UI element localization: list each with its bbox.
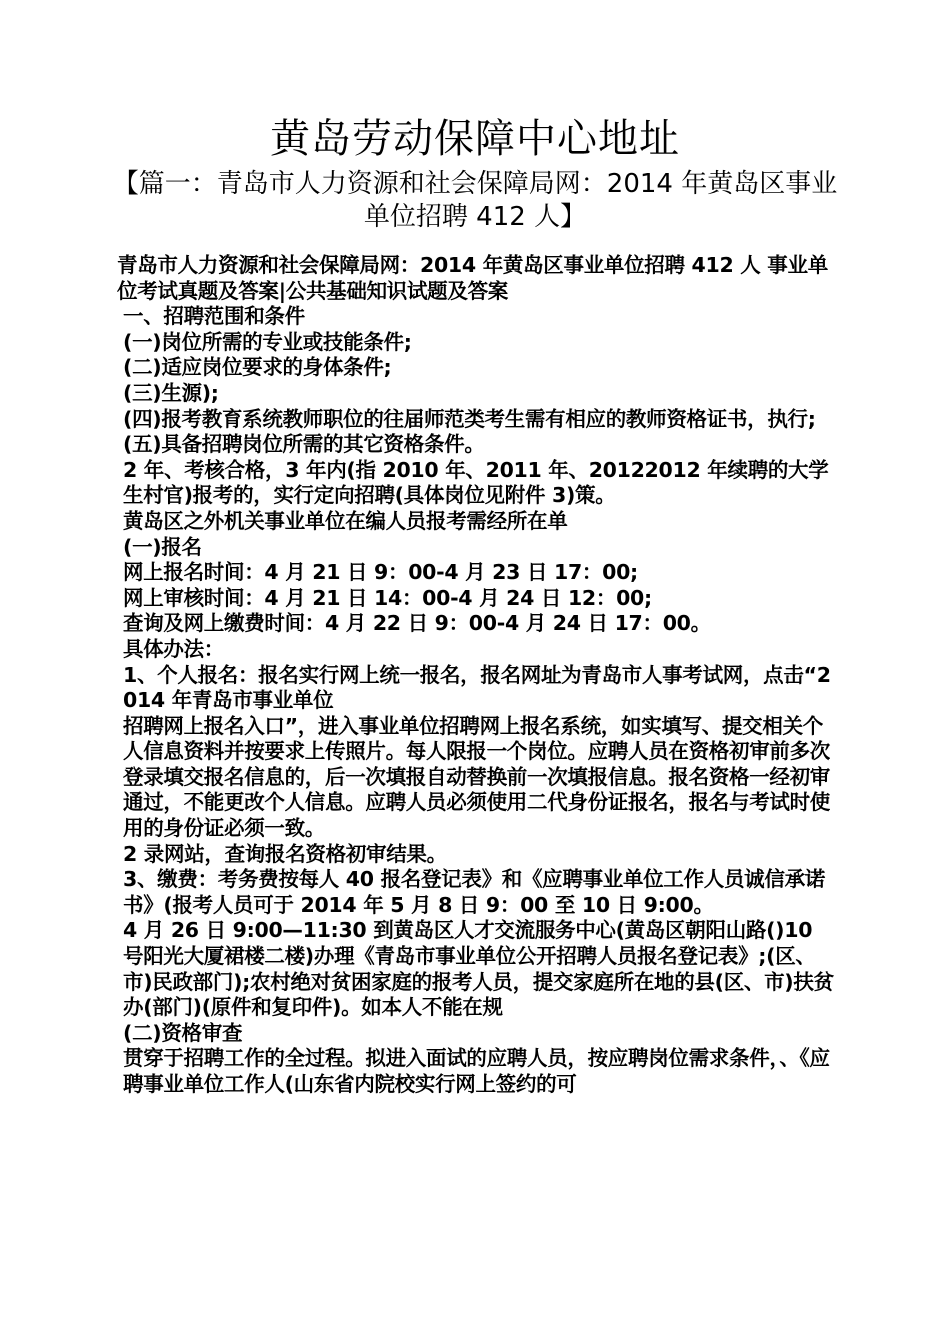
document-subtitle: 【篇一：青岛市人力资源和社会保障局网：2014 年黄岛区事业单位招聘 412 人】 [112,169,838,232]
paragraph: (三)生源); [123,380,219,405]
paragraph: (四)报考教育系统教师职位的往届师范类考生需有相应的教师资格证书，执行; [123,406,816,431]
section-heading: (二)资格审查 [123,1020,243,1045]
paragraph: 贯穿于招聘工作的全过程。拟进入面试的应聘人员，按应聘岗位需求条件，、《应聘事业单位工作人(山东省内院校实行网上签约的可 [123,1046,830,1096]
paragraph: 网上审核时间：4 月 21 日 14：00-4 月 24 日 12：00; [123,585,652,610]
section-heading: 一、招聘范围和条件 [123,304,305,329]
paragraph: 招聘网上报名入口”，进入事业单位招聘网上报名系统，如实填写、提交相关个人信息资料并按要求上传照片。每人限报一个岗位。应聘人员在资格初审前多次登录填交报名信息的，后一次填报自动替换前一次填报信息。报名资格一经初审通过，不能更改个人信息。应聘人员必须使用二代身份证报名，报名与考试时使用的身份证必须一致。 [123,713,830,841]
paragraph: 网上报名时间：4 月 21 日 9：00-4 月 23 日 17：00; [123,560,638,585]
document-body [117,253,837,1098]
paragraph: (一)岗位所需的专业或技能条件; [123,329,412,354]
paragraph: 青岛市人力资源和社会保障局网：2014 年黄岛区事业单位招聘 412 人 事业单位考试真题及答案|公共基础知识试题及答案 [117,253,828,303]
paragraph: 4 月 26 日 9:00—11:30 到黄岛区人才交流服务中心(黄岛区朝阳山路()10 号阳光大厦裙楼二楼)办理《青岛市事业单位公开招聘人员报名登记表》;(区、市)民政部门);农村绝对贫困家庭的报考人员，提交家庭所在地的县(区、市)扶贫办(部门)(原件和复印件)。如本人不能在规 [123,918,834,1020]
paragraph: 黄岛区之外机关事业单位在编人员报考需经所在单 [123,508,568,533]
paragraph: 1、个人报名：报名实行网上统一报名，报名网址为青岛市人事考试网，点击“2014 年青岛市事业单位 [123,662,831,713]
document-title: 黄岛劳动保障中心地址 [270,116,680,162]
paragraph: (五)具备招聘岗位所需的其它资格条件。 [123,432,485,457]
paragraph: 2 录网站，查询报名资格初审结果。 [123,841,447,866]
section-heading: (一)报名 [123,534,202,559]
paragraph: 2 年、考核合格，3 年内(指 2010 年、2011 年、20122012 年续聘的大学生村官)报考的，实行定向招聘(具体岗位见附件 3)策。 [123,457,829,508]
paragraph: 具体办法： [123,636,224,661]
paragraph: (二)适应岗位要求的身体条件; [123,355,392,380]
paragraph: 查询及网上缴费时间：4 月 22 日 9：00-4 月 24 日 17：00。 [123,611,711,636]
paragraph: 3、缴费：考务费按每人 40 报名登记表》和《应聘事业单位工作人员诚信承诺书》(报考人员可于 2014 年 5 月 8 日 9：00 至 10 日 9:00。 [123,867,825,917]
